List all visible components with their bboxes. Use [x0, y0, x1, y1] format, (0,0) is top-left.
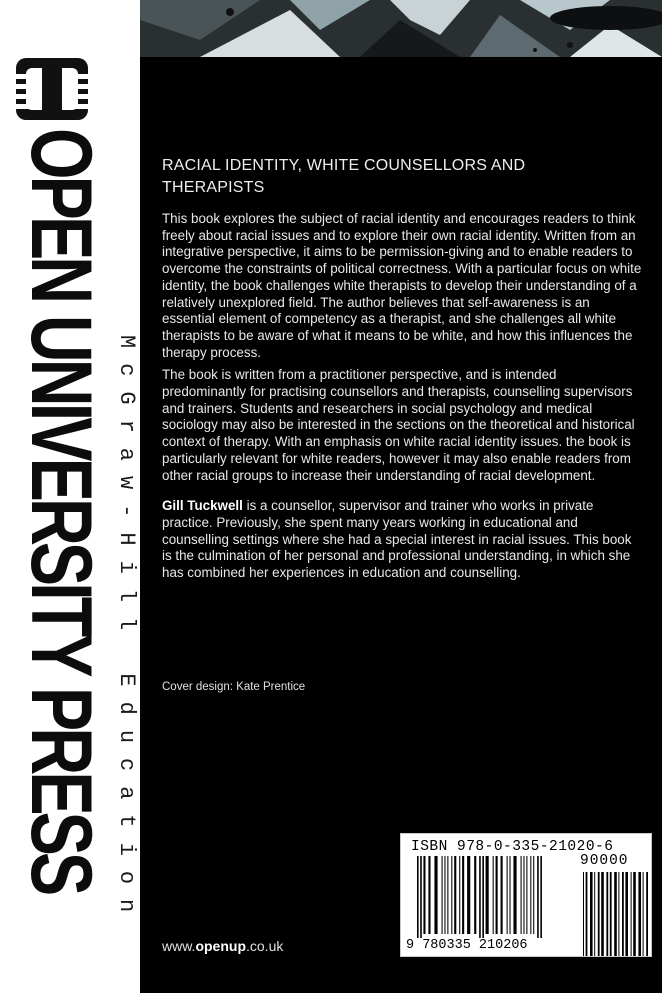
back-cover [140, 0, 662, 993]
book-title-line2: THERAPISTS [162, 179, 265, 196]
barcode-bar [625, 872, 628, 956]
barcode-bar [510, 856, 511, 934]
barcode-bar [594, 872, 595, 956]
barcode-bar [447, 856, 448, 934]
barcode-bar [622, 872, 624, 956]
barcode-bar [601, 872, 604, 956]
spine [0, 0, 140, 993]
book-title [162, 155, 642, 199]
barcode-bar [610, 872, 612, 956]
barcode-bar [434, 856, 437, 934]
barcode-bar [428, 856, 430, 934]
barcode-bar [474, 856, 476, 934]
website-brand: openup [195, 938, 246, 954]
barcode-bar [493, 856, 494, 934]
barcode-bar [444, 856, 445, 934]
barcode-bar [420, 856, 422, 938]
cover-credit: Cover design: Kate Prentice [162, 681, 306, 693]
author-bio [162, 498, 642, 582]
barcode-bar [507, 856, 508, 934]
barcode-bar [646, 872, 648, 956]
publisher-website [162, 937, 283, 955]
barcode-bar [513, 856, 516, 934]
barcode-bar [638, 872, 641, 956]
barcode-bar [633, 872, 636, 956]
barcode-bar [583, 872, 584, 956]
barcode-bar [526, 856, 527, 934]
author-bio-text: is a counsellor, supervisor and trainer who works in private practice. Previously, she spent many years working in educational and counselling settings where she had a special interest in racial issues. This book is the culmination of her personal and professional understanding, in which she has combined her experiences in education and counselling. [162, 498, 632, 581]
spine-publisher: McGraw-Hill Education [114, 335, 139, 928]
barcode-bar [523, 856, 524, 934]
barcode-bar [533, 856, 534, 934]
barcode-bar [537, 856, 539, 938]
barcode-bar [482, 856, 484, 938]
barcode-bar [521, 856, 522, 934]
barcode-bar [606, 872, 608, 956]
barcode-bar [462, 856, 464, 934]
price-code: 90000 [580, 853, 629, 869]
website-suffix: .co.uk [246, 938, 284, 954]
abstract-art-icon [140, 0, 662, 57]
barcode-bar [614, 872, 617, 956]
author-name: Gill Tuckwell [162, 498, 243, 514]
barcode-bar [618, 872, 619, 956]
barcode-bar [590, 872, 593, 956]
barcode-bar [423, 856, 425, 934]
barcode-bar [643, 872, 644, 956]
blurb-paragraph-2: The book is written from a practitioner perspective, and is intended predominantly for practising counsellors and therapists, counselling supervisors and trainers. Students and researchers in social psychology and medical sociology may also be interested in the sections on the theoretical and historical context of therapy. With an emphasis on white racial identity issues. the book is particularly relevant for white readers, however it may also enable readers from other racial groups to increase their understanding of racial development. [162, 367, 635, 483]
spine-content [0, 0, 140, 993]
spine-title: OPEN UNIVERSITY PRESS [13, 128, 109, 893]
barcode-bar [467, 856, 470, 934]
ean-number: 9 780335 210206 [406, 938, 528, 953]
open-university-logo-icon [16, 58, 88, 120]
isbn-number: ISBN 978-0-335-21020-6 [411, 839, 614, 855]
blurb-paragraph-1: This book explores the subject of racial identity and encourages readers to think freely about racial issues and to explore their own racial identity. Written from an integrative perspective, it aims to be permission-giving and to enable readers to overcome the constraints of political correctness. With a particular focus on white identity, the book challenges white therapists to develop their understanding of a relatively unexplored field. The author believes that self-awareness is an essential element of competency as a therapist, and she challenges all white therapists to be aware of what it means to be white, and how this influences the therapy process. [162, 211, 642, 360]
barcode-bar [442, 856, 443, 934]
barcode-bar [501, 856, 503, 934]
isbn-barcode [400, 833, 652, 957]
barcode-bar [454, 856, 456, 934]
barcode-bar [479, 856, 481, 938]
barcode-bar [631, 872, 632, 956]
website-prefix: www. [162, 938, 196, 954]
barcode-bar [586, 872, 588, 956]
book-title-line1: RACIAL IDENTITY, WHITE COUNSELLORS AND [162, 157, 526, 174]
barcode-bar [417, 856, 419, 938]
barcode-bar [486, 856, 489, 934]
cover-art-strip [140, 0, 662, 57]
blurb [162, 211, 642, 588]
barcode-bar [598, 872, 600, 956]
barcode-bar [459, 856, 460, 934]
barcode-bar [530, 856, 531, 934]
barcode-bar [451, 856, 452, 934]
barcode-bar [496, 856, 498, 934]
barcode-bar [540, 856, 542, 938]
